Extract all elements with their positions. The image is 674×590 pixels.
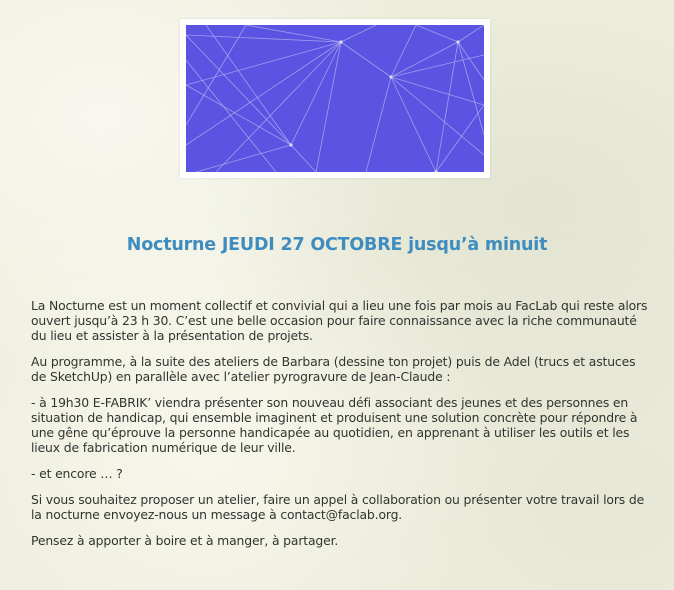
paragraph-more: - et encore … ? — [31, 466, 123, 481]
article-title: Nocturne JEUDI 27 OCTOBRE jusqu’à minuit — [126, 235, 548, 255]
paragraph-intro: La Nocturne est un moment collectif et convivial qui a lieu une fois par mois au FacLab qui reste alors ouvert jusqu’à 23 h 30. C’est une belle occasion pour faire connaissance avec la riche communauté du lieu et assister à la présentation de projets. — [31, 298, 648, 343]
network-lines-graphic — [186, 25, 484, 172]
paragraph-program: Au programme, à la suite des ateliers de Barbara (dessine ton projet) puis de Adel (trucs et astuces de SketchUp) en parallèle avec l’atelier pyrogravure de Jean-Claude : — [31, 354, 636, 384]
network-banner-image — [186, 25, 484, 172]
paragraph-bring-food: Pensez à apporter à boire et à manger, à partager. — [31, 533, 339, 548]
article-body — [31, 298, 651, 559]
article-image-frame — [180, 19, 490, 178]
paragraph-contact: Si vous souhaitez proposer un atelier, faire un appel à collaboration ou présenter votre travail lors de la nocturne envoyez-nous un message à contact@faclab.org. — [31, 492, 645, 522]
paragraph-efabrik: - à 19h30 E-FABRIK’ viendra présenter son nouveau défi associant des jeunes et des personnes en situation de handicap, qui ensemble imaginent et produisent une solution concrète pour répondre à une gêne qu’éprouve la personne handicapée au quotidien, en apprenant à utiliser les outils et les lieux de fabrication numérique de leur ville. — [31, 395, 638, 455]
